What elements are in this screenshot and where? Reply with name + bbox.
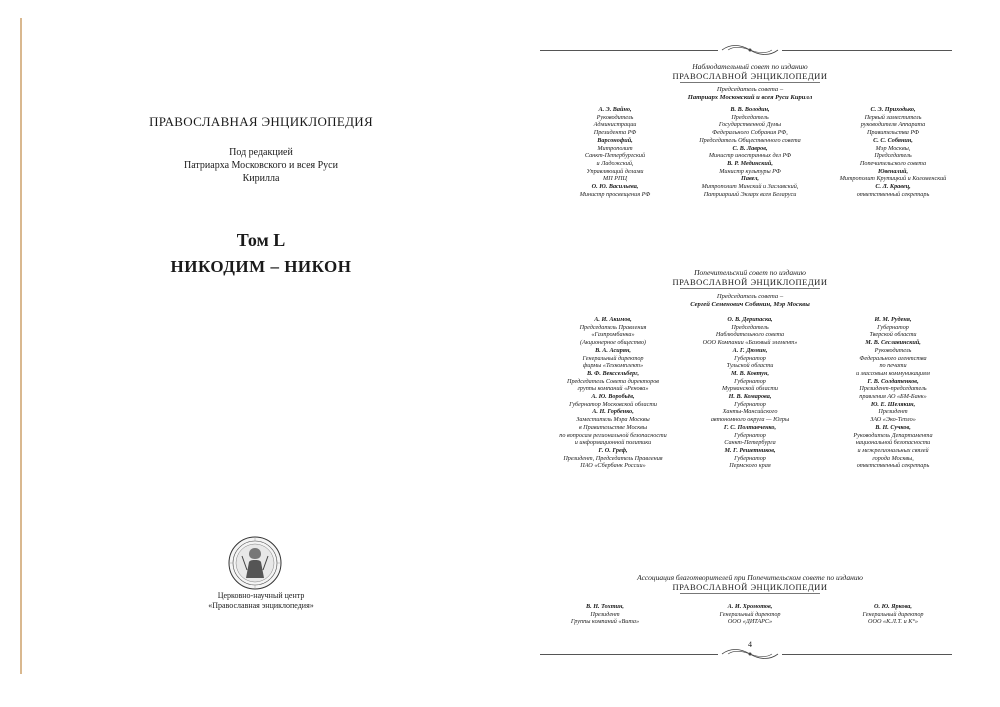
ornament-icon bbox=[720, 648, 780, 660]
member-name: В. В. Володин, bbox=[730, 106, 770, 113]
member-role: Президента РФ bbox=[593, 129, 637, 137]
benefactors-column bbox=[828, 603, 958, 626]
bottom-rule bbox=[782, 654, 952, 655]
member-role: Государственной Думы bbox=[718, 121, 782, 129]
trustee-column bbox=[538, 316, 688, 470]
member-role: ПАО «Сбербанк России» bbox=[580, 462, 646, 470]
chair-caption: Председатель совета – bbox=[716, 293, 784, 300]
chair-name: Сергей Семенович Собянин, Мэр Москвы bbox=[690, 301, 810, 308]
member-name: Г. В. Солдатенков, bbox=[867, 377, 919, 385]
member-role: Правительства РФ bbox=[866, 129, 920, 137]
member-role: Санкт-Петербурга bbox=[724, 439, 776, 447]
top-rule bbox=[782, 50, 952, 51]
publisher-seal-icon bbox=[228, 536, 282, 590]
chair-caption: Председатель совета – bbox=[716, 86, 784, 93]
member-name: В. Н. Сучков, bbox=[875, 423, 911, 431]
member-name: С. С. Собянин, bbox=[873, 136, 913, 144]
title-underline bbox=[680, 82, 820, 83]
benefactors-column bbox=[685, 603, 815, 626]
supervisory-column bbox=[675, 106, 825, 198]
member-role: Президент-председатель bbox=[859, 385, 927, 393]
member-role: Санкт-Петербургский bbox=[584, 152, 646, 160]
member-role: правления АО «БМ-Банк» bbox=[859, 393, 927, 401]
member-name: О. В. Дерипаска, bbox=[727, 316, 773, 323]
supervisory-title: ПРАВОСЛАВНОЙ ЭНЦИКЛОПЕДИИ bbox=[672, 71, 828, 81]
member-role: Генеральный директор bbox=[862, 610, 924, 618]
trustee-title: ПРАВОСЛАВНОЙ ЭНЦИКЛОПЕДИИ bbox=[672, 277, 828, 287]
member-name: И. М. Руденя, bbox=[874, 316, 912, 323]
supervisory-column bbox=[818, 106, 968, 198]
editor-line: Кирилла bbox=[242, 173, 280, 184]
member-role: Руководитель bbox=[874, 346, 912, 354]
member-name: А. Н. Горбенко, bbox=[592, 408, 634, 416]
member-name: Ю. Е. Шелякин, bbox=[870, 400, 916, 408]
member-role: и Ладожский, bbox=[596, 159, 634, 167]
member-role: Губернатор bbox=[734, 377, 766, 385]
member-role: Министр просвещения РФ bbox=[579, 190, 651, 198]
member-name: Варсонофий, bbox=[597, 136, 633, 144]
member-name: Г. О. Греф, bbox=[598, 446, 628, 454]
member-role: по вопросам региональной безопасности bbox=[559, 431, 667, 439]
member-name: А. Ю. Воробьёв, bbox=[591, 393, 635, 401]
member-role: Губернатор bbox=[734, 431, 766, 439]
member-role: Федерального агентства bbox=[859, 354, 927, 362]
member-role: (Акционерное общество) bbox=[580, 339, 646, 347]
publisher-line: Церковно-научный центр bbox=[217, 591, 305, 600]
member-name: М. В. Ковтун, bbox=[730, 369, 770, 377]
member-role: Губернатор bbox=[734, 400, 766, 408]
member-role: Наблюдательного совета bbox=[715, 331, 785, 339]
member-role: Председатель Правления bbox=[579, 323, 647, 331]
supervisory-chair bbox=[500, 86, 1000, 102]
member-role: группы компаний «Ренова» bbox=[577, 385, 649, 393]
member-role: Митрополит Крутицкий и Коломенский bbox=[839, 175, 947, 183]
trustee-caption: Попечительский совет по изданию bbox=[694, 268, 806, 277]
member-role: Председатель bbox=[731, 113, 769, 121]
benefactors-column bbox=[540, 603, 670, 626]
member-name: С. Л. Кравец, bbox=[875, 183, 911, 191]
member-role: Заместитель Мэра Москвы bbox=[576, 416, 650, 424]
member-role: Генеральный директор bbox=[719, 610, 781, 618]
ornament-icon bbox=[720, 44, 780, 56]
member-role: ООО «К.Л.Т. и К°» bbox=[868, 618, 918, 626]
member-name: О. Ю. Яркова, bbox=[874, 603, 912, 610]
volume-number: Том L bbox=[236, 230, 286, 250]
title-underline bbox=[680, 593, 820, 594]
member-role: Митрополит bbox=[597, 144, 633, 152]
member-role: ООО «ДИТАРС» bbox=[727, 618, 773, 626]
trustee-column bbox=[818, 316, 968, 470]
member-name: С. Э. Приходько, bbox=[870, 106, 916, 113]
member-role: Губернатор Московской области bbox=[569, 400, 657, 408]
member-role: Управляющий делами bbox=[586, 167, 644, 175]
member-role: Мэр Москвы, bbox=[875, 144, 911, 152]
member-role: Патриарший Экзарх всея Беларуси bbox=[703, 190, 797, 198]
member-role: и межрегиональных связей bbox=[857, 446, 929, 454]
member-role: ЗАО «Эко-Тепло» bbox=[870, 416, 916, 424]
member-role: Председатель bbox=[731, 323, 769, 331]
member-name: М. Г. Решетников, bbox=[724, 446, 776, 454]
member-role: Губернатор bbox=[877, 323, 909, 331]
member-role: Министр культуры РФ bbox=[719, 167, 781, 175]
member-role: Митрополит Минский и Заславский, bbox=[701, 183, 799, 191]
member-name: Павел, bbox=[741, 175, 759, 183]
member-role: Президент bbox=[590, 610, 620, 618]
member-role: Президент bbox=[878, 408, 908, 416]
member-role: фирмы «Техкомплект» bbox=[582, 362, 644, 370]
member-role: Председатель bbox=[874, 152, 912, 160]
member-role: руководителя Аппарата bbox=[860, 121, 926, 129]
page-number: 4 bbox=[748, 640, 752, 649]
member-name: А. И. Хромотов, bbox=[727, 603, 773, 610]
member-role: Руководитель bbox=[596, 113, 634, 121]
encyclopedia-title: ПРАВОСЛАВНАЯ ЭНЦИКЛОПЕДИЯ bbox=[149, 114, 373, 129]
member-role: Группы компаний «Вита» bbox=[570, 618, 640, 626]
member-role: Министр иностранных дел РФ bbox=[708, 152, 792, 160]
member-name: В. Н. Тохтин, bbox=[586, 603, 624, 610]
member-role: ответственный секретарь bbox=[856, 462, 930, 470]
member-name: Г. С. Полтавченко, bbox=[723, 423, 777, 431]
member-name: А. Э. Вайно, bbox=[598, 106, 632, 113]
member-role: автономного округа — Югры bbox=[710, 416, 790, 424]
member-role: Губернатор bbox=[734, 454, 766, 462]
member-role: Генеральный директор bbox=[582, 354, 644, 362]
member-role: Председатель Общественного совета bbox=[699, 136, 801, 144]
editor-line: Патриарха Московского и всея Руси bbox=[184, 160, 338, 171]
member-role: ООО Компании «Базовый элемент» bbox=[702, 339, 798, 347]
member-role: города Москвы, bbox=[872, 454, 914, 462]
member-role: Тверской области bbox=[869, 331, 917, 339]
member-role: Мурманской области bbox=[721, 385, 778, 393]
member-name: С. В. Лавров, bbox=[732, 144, 768, 152]
member-role: национальной безопасности bbox=[855, 439, 931, 447]
benefactors-title: ПРАВОСЛАВНОЙ ЭНЦИКЛОПЕДИИ bbox=[672, 582, 828, 592]
member-role: ответственный секретарь bbox=[856, 190, 930, 198]
member-role: МП РПЦ bbox=[603, 175, 627, 183]
member-name: Ювеналий, bbox=[877, 167, 909, 175]
member-role: Руководитель Департамента bbox=[853, 431, 933, 439]
member-role: Попечительского совета bbox=[859, 159, 927, 167]
member-name: Н. В. Комарова, bbox=[728, 393, 772, 401]
bottom-rule bbox=[540, 654, 718, 655]
member-role: в Правительстве Москвы bbox=[578, 423, 648, 431]
member-name: А. И. Акимов, bbox=[594, 316, 632, 323]
chair-name: Патриарх Московский и всея Руси Кирилл bbox=[687, 94, 813, 101]
member-name: В. Ф. Векссельберг, bbox=[586, 369, 640, 377]
member-name: М. В. Сеславинский, bbox=[865, 339, 921, 347]
member-name: В. Р. Мединский, bbox=[727, 159, 773, 167]
member-name: А. Г. Дюмин, bbox=[732, 346, 768, 354]
trustee-chair bbox=[500, 293, 1000, 309]
editor-line: Под редакцией bbox=[229, 147, 293, 158]
title-page bbox=[22, 0, 500, 707]
member-role: Ханты-Мансийского bbox=[722, 408, 778, 416]
member-role: по печати bbox=[879, 362, 907, 370]
member-role: Тульской области bbox=[726, 362, 774, 370]
supervisory-column bbox=[550, 106, 680, 198]
publisher-block bbox=[22, 591, 500, 611]
member-role: Президент, Председатель Правления bbox=[563, 454, 663, 462]
member-role: Губернатор bbox=[734, 354, 766, 362]
publisher-line: «Православная энциклопедия» bbox=[208, 601, 314, 610]
member-name: О. Ю. Васильева, bbox=[591, 183, 639, 191]
member-role: и массовым коммуникациям bbox=[856, 369, 930, 377]
volume-title: НИКОДИМ – НИКОН bbox=[170, 257, 352, 276]
member-name: В. А. Асирян, bbox=[595, 346, 631, 354]
trustee-column bbox=[680, 316, 820, 470]
member-role: Администрации bbox=[593, 121, 637, 129]
benefactors-caption: Ассоциация благотворителей при Попечительском совете по изданию bbox=[637, 573, 863, 582]
member-role: Федерального Собрания РФ, bbox=[712, 129, 788, 137]
member-role: и информационной политики bbox=[574, 439, 652, 447]
member-role: Председатель Совета директоров bbox=[567, 377, 659, 385]
member-role: Пермского края bbox=[729, 462, 771, 470]
member-role: «Газпромбанка» bbox=[591, 331, 635, 339]
top-rule bbox=[540, 50, 718, 51]
councils-page bbox=[500, 0, 1000, 707]
editor-block bbox=[22, 146, 500, 185]
member-role: Первый заместитель bbox=[864, 113, 922, 121]
supervisory-caption: Наблюдательный совет по изданию bbox=[692, 62, 808, 71]
title-underline bbox=[680, 288, 820, 289]
